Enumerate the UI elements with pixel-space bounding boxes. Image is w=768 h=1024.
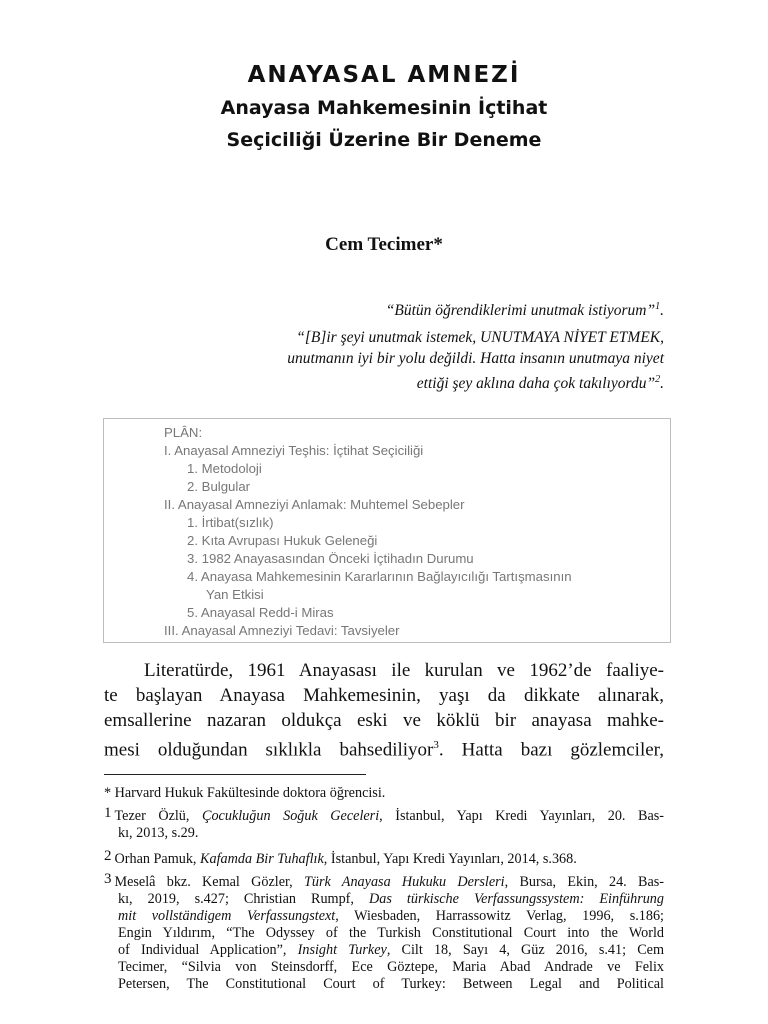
plan-item: 5. Anayasal Redd-i Miras — [187, 605, 334, 620]
document-subtitle-line1: Anayasa Mahkemesinin İçtihat — [220, 97, 548, 119]
footnote-separator — [104, 774, 366, 775]
footnote-1: $^1$ Tezer Özlü, Çocukluğun Soğuk Geceleri, İstanbul, Yapı Kredi Yayınları, 20. Bas- kı, 2013, s.29. — [104, 805, 665, 841]
plan-item: Yan Etkisi — [206, 587, 264, 602]
body-paragraph: Literatürde, 1961 Anayasası ile kurulan ve 1962’de faaliye- te başlayan Anayasa Mahkemesinin, yaşı da dikkate alınarak, emsallerine nazaran oldukça eski ve köklü bir anayasa mahke- mesi olduğundan sıklıkla bahsediliyor$^3$. Hatta bazı gözlemciler, — [104, 660, 664, 761]
footnote-number: 3 — [104, 871, 112, 887]
footnote-ref: 3 — [433, 739, 439, 751]
plan-item: 1. Metodoloji — [187, 461, 262, 476]
footnote-ref: 2 — [655, 374, 661, 385]
epigraph-first: “Bütün öğrendiklerimi unutmak istiyorum”$^1$. — [385, 301, 664, 320]
document-title: ANAYASAL AMNEZİ — [247, 62, 521, 88]
plan-item: 2. Kıta Avrupası Hukuk Geleneği — [187, 533, 378, 548]
footnote-star: * Harvard Hukuk Fakültesinde doktora öğrencisi. — [104, 785, 386, 801]
plan-heading: PLÂN: — [164, 425, 203, 440]
footnote-ref: 1 — [655, 301, 661, 312]
footnote-number: 2 — [104, 848, 112, 864]
plan-item: 3. 1982 Anayasasından Önceki İçtihadın Durumu — [187, 551, 474, 566]
plan-item: II. Anayasal Amneziyi Anlamak: Muhtemel Sebepler — [164, 497, 465, 512]
footnote-number: 1 — [104, 805, 112, 821]
plan-box — [103, 418, 671, 643]
plan-item: 1. İrtibat(sızlık) — [187, 515, 274, 530]
plan-item: 2. Bulgular — [187, 479, 251, 494]
footnote-3: $^3$ Meselâ bkz. Kemal Gözler, Türk Anayasa Hukuku Dersleri, Bursa, Ekin, 24. Bas- kı, 2019, s.427; Christian Rumpf, Das türkische Verfassungssystem: Einführung mit vollständigem Verfassungstext, Wiesbaden, Harrassowitz Verlag, 1996, s.186; Engin Yıldırım, “The Odyssey of the Turkish Constitutional Court into the World of Individual Application”, Insight Turkey, Cilt 18, Sayı 4, Güz 2016, s.41; Cem Tecimer, “Silvia von Steinsdorff, Ece Göztepe, Maria Abad Andrade ve Felix Petersen, The Constitutional Court of Turkey: Between Legal and Political — [104, 871, 665, 992]
plan-item: I. Anayasal Amneziyi Teşhis: İçtihat Seçiciliği — [164, 443, 424, 458]
footnote-2: $^2$ Orhan Pamuk, Kafamda Bir Tuhaflık, İstanbul, Yapı Kredi Yayınları, 2014, s.368. — [104, 848, 577, 867]
plan-item: III. Anayasal Amneziyi Tedavi: Tavsiyeler — [164, 623, 400, 638]
document-subtitle-line2: Seçiciliği Üzerine Bir Deneme — [226, 129, 542, 151]
author-name: Cem Tecimer* — [325, 234, 443, 255]
plan-item: 4. Anayasa Mahkemesinin Kararlarının Bağlayıcılığı Tartışmasının — [187, 569, 572, 584]
epigraph-second: “[B]ir şeyi unutmak istemek, UNUTMAYA NİYET ETMEK, unutmanın iyi bir yolu değildi. Hatta insanın unutmaya niyet ettiği şey aklına daha çok takılıyordu”$^2$. — [287, 329, 664, 393]
